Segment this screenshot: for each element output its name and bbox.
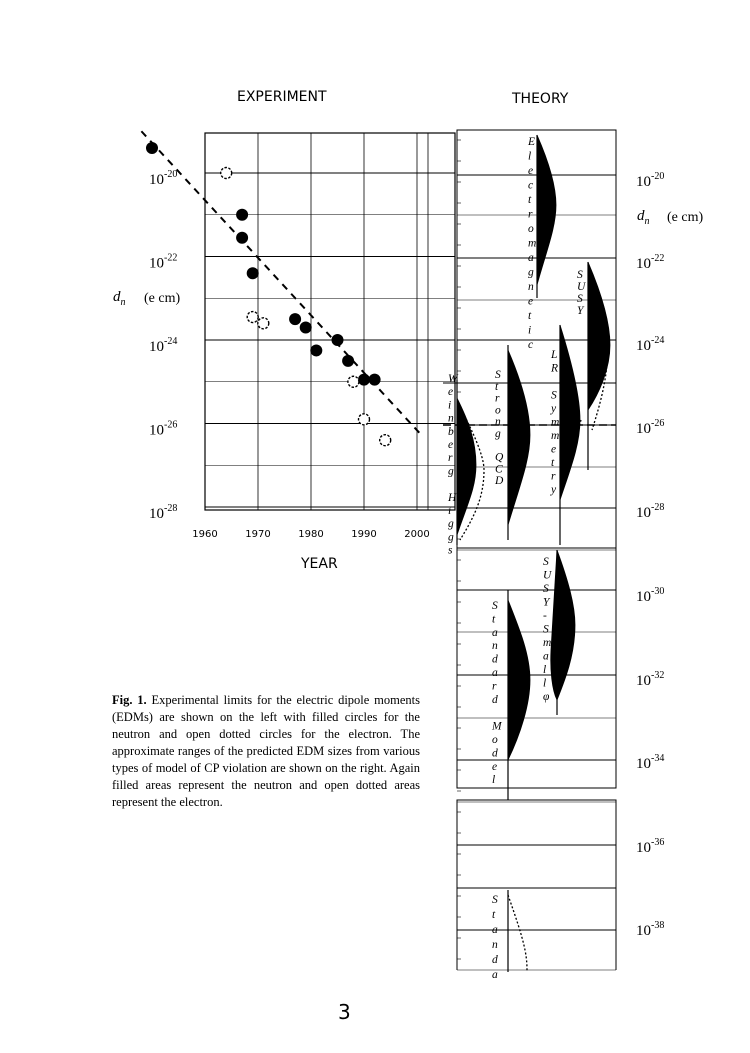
right-y-tick-label: $10^{-38}$ [636, 920, 665, 939]
x-tick-label: 1980 [298, 529, 324, 540]
theory-model-letter: - [543, 610, 547, 622]
theory-model-letter: d [492, 693, 498, 706]
right-y-tick-label: $10^{-32}$ [636, 670, 665, 689]
neutron-point [342, 355, 354, 367]
theory-model-letter: r [448, 452, 453, 465]
y-axis-unit: (e cm) [144, 291, 181, 306]
theory-model-letter: m [551, 430, 560, 442]
theory-model-letter: m [543, 637, 552, 649]
electron-point [258, 318, 269, 329]
theory-model-letter: l [543, 677, 547, 690]
theory-model-letter: t [492, 909, 496, 921]
neutron-point [236, 232, 248, 244]
theory-model-letter: n [528, 281, 534, 293]
left-y-tick-label: $10^{-26}$ [149, 419, 178, 439]
theory-model-letter: d [492, 747, 498, 760]
theory-model-letter: H [448, 491, 457, 504]
neutron-point [146, 142, 158, 154]
theory-model-letter: m [528, 237, 537, 250]
theory-model-letter: b [448, 425, 454, 438]
theory-model-letter: S [577, 293, 583, 305]
theory-model-letter: l [543, 664, 547, 676]
electron-point [359, 414, 370, 425]
theory-model-letter: C [495, 463, 503, 476]
theory-model-letter: S [551, 389, 557, 402]
theory-model-letter: e [448, 386, 454, 399]
theory-model-letter: E [528, 136, 536, 148]
theory-model-letter: e [551, 443, 557, 456]
theory-model-letter: r [495, 392, 500, 405]
theory-shape-susy-small [551, 550, 575, 700]
theory-model-letter: U [543, 569, 552, 582]
theory-model-letter: a [492, 667, 498, 679]
theory-model-letter: g [528, 266, 534, 279]
theory-model-letter: n [492, 939, 498, 951]
theory-model-letter: d [492, 954, 498, 966]
theory-model-letter: S [543, 583, 549, 595]
theory-model-letter: l [492, 774, 496, 787]
theory-model-letter: a [528, 252, 534, 264]
right-y-tick-label: $10^{-30}$ [636, 586, 665, 605]
theory-model-letter: o [495, 404, 501, 417]
theory-model-letter: o [528, 223, 534, 235]
theory-model-letter: m [551, 416, 560, 429]
theory-model-letter: g [448, 465, 454, 478]
theory-model-letter: t [495, 380, 499, 393]
right-y-tick-label: $10^{-26}$ [636, 418, 665, 437]
theory-shape-weinberg [457, 398, 476, 535]
x-tick-label: 1970 [245, 529, 271, 540]
theory-shape-electromagnetic [537, 135, 556, 285]
left-y-tick-label: $10^{-22}$ [149, 252, 178, 272]
theory-model-letter: i [528, 324, 532, 337]
left-plot-frame [205, 133, 455, 510]
theory-model-letter: e [528, 165, 534, 177]
right-y-tick-label: $10^{-24}$ [636, 335, 665, 354]
theory-model-letter: Q [495, 451, 504, 464]
right-y-axis-unit: (e cm) [667, 210, 704, 225]
theory-model-letter: U [577, 281, 586, 293]
figure-caption [112, 692, 420, 811]
theory-model-letter: t [492, 613, 496, 626]
right-y-axis-label: $d_n$ [637, 208, 650, 227]
theory-model-letter: W [448, 373, 458, 385]
theory-model-letter: g [495, 428, 501, 440]
theory-shape-standard-model [508, 600, 530, 760]
theory-model-letter: t [528, 194, 532, 206]
right-y-tick-label: $10^{-28}$ [636, 502, 665, 521]
theory-shape-qcd [508, 350, 530, 525]
theory-model-letter: n [448, 412, 454, 425]
theory-model-letter: R [551, 362, 559, 375]
theory-model-letter: a [492, 924, 498, 936]
theory-model-letter: S [492, 600, 498, 612]
x-tick-label: 1990 [351, 529, 377, 540]
theory-model-letter: n [495, 416, 501, 429]
neutron-point [369, 374, 381, 386]
theory-panel-frame [457, 888, 616, 970]
theory-model-letter: S [577, 269, 583, 281]
right-y-tick-label: $10^{-22}$ [636, 253, 665, 272]
theory-model-letter: Y [577, 305, 584, 317]
theory-dotted-standard-electron [508, 895, 527, 972]
theory-model-letter: d [492, 653, 498, 666]
neutron-point [310, 344, 322, 356]
theory-model-letter: r [528, 208, 533, 221]
theory-model-letter: c [528, 179, 534, 192]
theory-model-letter: M [492, 720, 502, 733]
left-y-tick-label: $10^{-24}$ [149, 336, 178, 355]
neutron-point [289, 313, 301, 325]
theory-model-letter: g [448, 518, 454, 531]
x-tick-label: 2000 [404, 529, 430, 540]
theory-model-letter: i [448, 505, 452, 517]
theory-model-letter: o [492, 734, 498, 746]
neutron-point [332, 334, 344, 346]
theory-model-letter: L [551, 349, 558, 361]
right-y-tick-label: $10^{-34}$ [636, 753, 665, 772]
theory-model-letter: n [492, 640, 498, 653]
theory-model-letter: r [551, 470, 556, 483]
theory-model-letter: a [492, 969, 498, 981]
electron-point [247, 312, 258, 323]
theory-model-letter: t [528, 310, 532, 322]
theory-model-letter: D [495, 475, 504, 488]
neutron-point [236, 209, 248, 221]
theory-model-letter: c [528, 339, 534, 351]
theory-model-letter: l [528, 150, 532, 163]
theory-model-letter: S [543, 623, 549, 636]
theory-model-letter: a [543, 650, 549, 663]
theory-model-letter: s [448, 544, 453, 557]
theory-model-letter: S [495, 369, 501, 381]
trend-line [141, 131, 422, 436]
theory-model-letter: i [448, 399, 452, 412]
theory-model-letter: e [448, 439, 454, 451]
electron-point [221, 168, 232, 179]
theory-model-letter: Y [543, 596, 550, 609]
experiment-heading: EXPERIMENT [237, 89, 327, 105]
theory-model-letter: S [492, 894, 498, 906]
left-y-tick-label: $10^{-28}$ [149, 503, 178, 522]
theory-model-letter: a [492, 626, 498, 639]
theory-model-letter: φ [543, 691, 550, 703]
right-y-tick-label: $10^{-36}$ [636, 837, 665, 856]
theory-model-letter: e [492, 760, 498, 773]
theory-model-letter: g [448, 531, 454, 544]
x-axis-label: YEAR [301, 556, 338, 572]
theory-panel-frame [457, 548, 616, 788]
theory-panel-frame [457, 800, 616, 888]
theory-model-letter: y [551, 484, 557, 496]
right-y-tick-label: $10^{-20}$ [636, 171, 665, 190]
caption-text: Experimental limits for the electric dipole moments (EDMs) are shown on the left with filled circles for the neutron and open dotted circles for the electron. The approximate ranges of the predicted EDM sizes from various types of model of CP violation are shown on the right. Again filled areas represent the neutron and open dotted areas represent the electron. [112, 693, 420, 809]
theory-model-letter: e [528, 295, 534, 308]
theory-heading: THEORY [512, 91, 569, 107]
page-number: 3 [338, 1000, 351, 1024]
x-tick-label: 1960 [192, 529, 218, 540]
theory-model-letter: t [551, 457, 555, 469]
neutron-point [300, 321, 312, 333]
caption-label: Fig. 1. [112, 693, 147, 707]
neutron-point [247, 267, 259, 279]
left-y-tick-label: $10^{-20}$ [149, 169, 178, 188]
y-axis-label: $d_n$ [113, 289, 126, 308]
electron-point [380, 435, 391, 446]
theory-model-letter: S [543, 556, 549, 568]
neutron-point [358, 374, 370, 386]
electron-point [348, 376, 359, 387]
theory-model-letter: y [551, 403, 557, 415]
theory-shape-lr [560, 325, 580, 500]
theory-model-letter: r [492, 680, 497, 693]
